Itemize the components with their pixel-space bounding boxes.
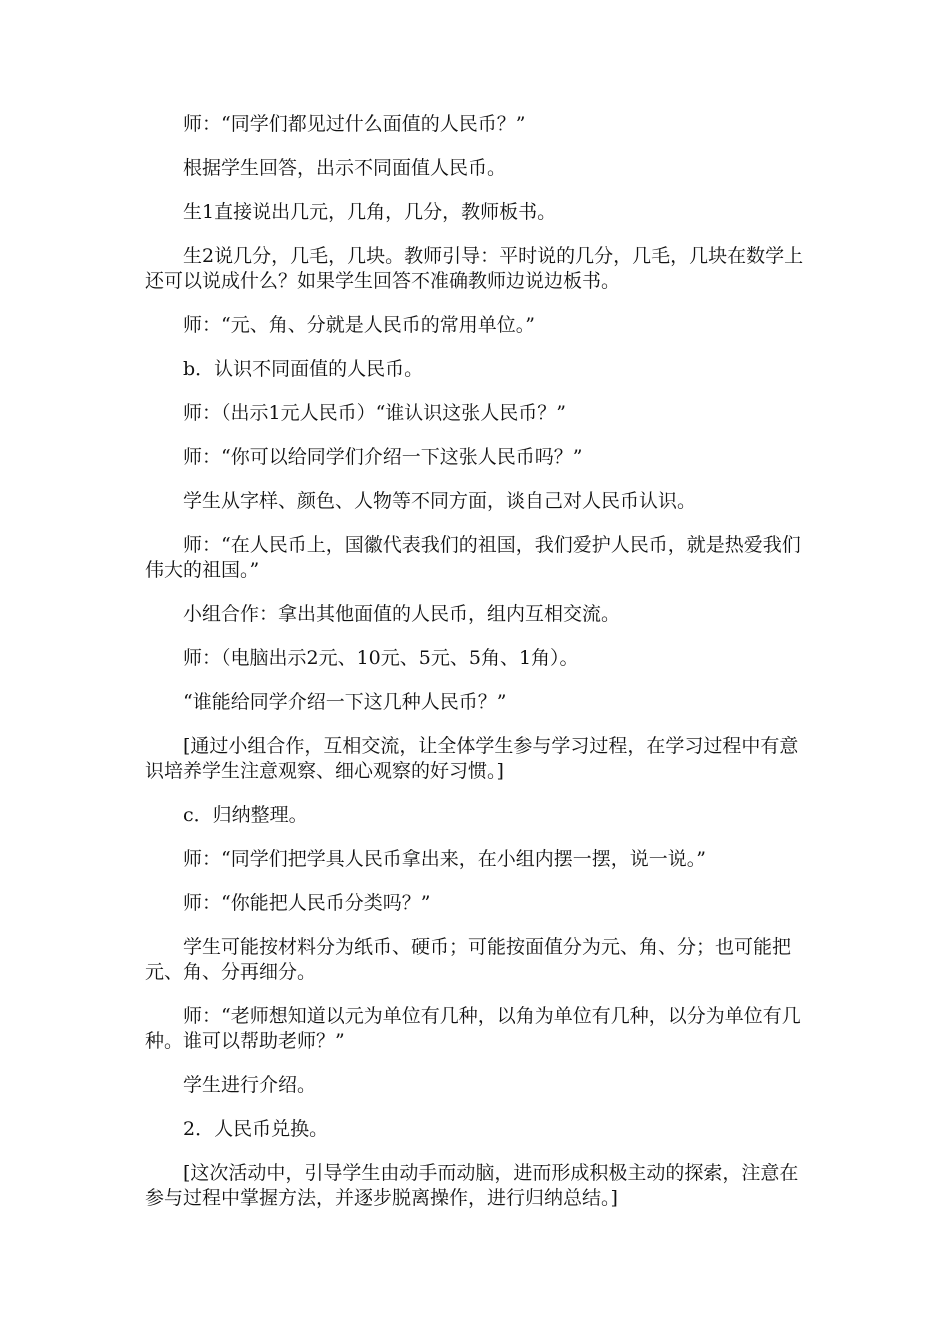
paragraph: 生2说几分，几毛，几块。教师引导：平时说的几分，几毛，几块在数学上还可以说成什么？如果学生回答不准确教师边说边板书。 [145,245,804,292]
paragraph: 小组合作：拿出其他面值的人民币，组内互相交流。 [183,603,621,625]
paragraph: 师：（出示1元人民币）“谁认识这张人民币？” [183,402,567,424]
paragraph: 师：“同学们把学具人民币拿出来，在小组内摆一摆，说一说。” [183,848,706,870]
paragraph: b．认识不同面值的人民币。 [183,358,424,380]
document-body [145,112,810,1230]
paragraph: 学生进行介绍。 [183,1074,317,1096]
paragraph: 师：“元、角、分就是人民币的常用单位。” [183,314,535,336]
paragraph: 学生从字样、颜色、人物等不同方面，谈自己对人民币认识。 [183,490,697,512]
paragraph: “谁能给同学介绍一下这几种人民币？” [183,691,507,713]
paragraph: 师：“你能把人民币分类吗？” [183,892,431,914]
paragraph: 师：“同学们都见过什么面值的人民币？” [183,113,526,135]
paragraph: [通过小组合作，互相交流，让全体学生参与学习过程，在学习过程中有意识培养学生注意观察、细心观察的好习惯。] [145,735,799,782]
paragraph: 师：“在人民币上，国徽代表我们的祖国，我们爱护人民币，就是热爱我们伟大的祖国。” [145,534,801,581]
paragraph: 学生可能按材料分为纸币、硬币；可能按面值分为元、角、分；也可能把元、角、分再细分。 [145,936,792,983]
paragraph: 根据学生回答，出示不同面值人民币。 [183,157,507,179]
paragraph: c．归纳整理。 [183,804,308,826]
paragraph: 师：“你可以给同学们介绍一下这张人民币吗？” [183,446,583,468]
paragraph: 生1直接说出几元，几角，几分，教师板书。 [183,201,557,223]
paragraph: 2．人民币兑换。 [183,1118,329,1140]
paragraph: 师：（电脑出示2元、10元、5元、5角、1角）。 [183,647,579,669]
paragraph: [这次活动中，引导学生由动手而动脑，进而形成积极主动的探索，注意在参与过程中掌握方法，并逐步脱离操作，进行归纳总结。] [145,1162,799,1209]
paragraph: 师：“老师想知道以元为单位有几种，以角为单位有几种，以分为单位有几种。谁可以帮助老师？” [145,1005,801,1052]
